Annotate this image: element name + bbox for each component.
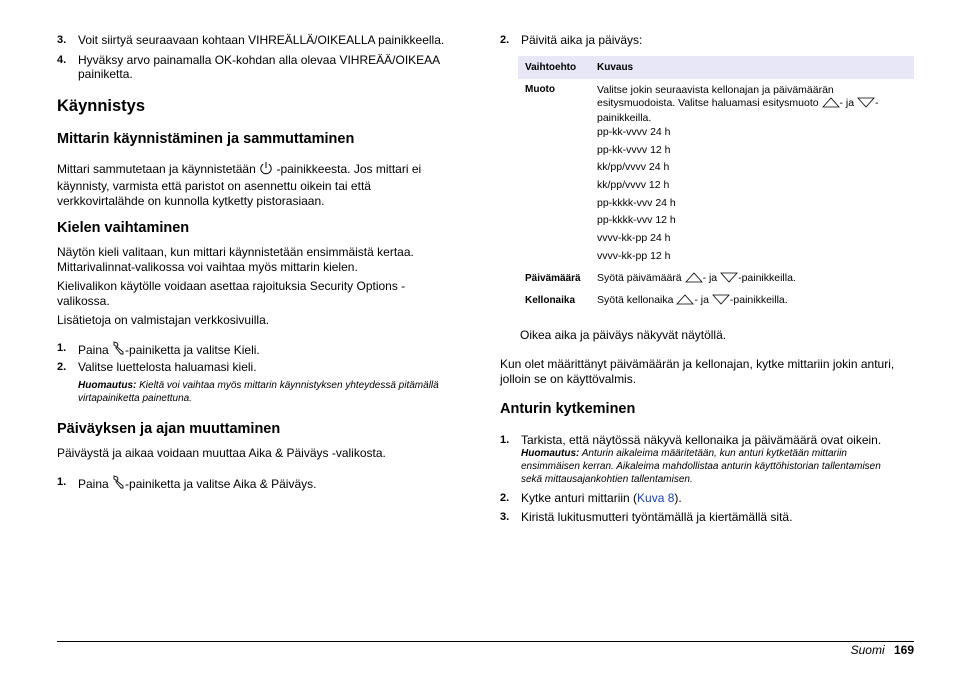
step-3	[57, 33, 477, 47]
language-step-2	[57, 360, 457, 374]
step-number: 2.	[57, 361, 67, 373]
desc-text-post: -painikkeilla.	[729, 294, 788, 306]
step-text: Hyväksy arvo painamalla OK-kohdan alla olevaa VIHREÄÄ/OIKEAA painiketta.	[78, 53, 440, 81]
desc-text-post: -painikkeilla.	[597, 97, 879, 124]
format-option: pp-kk-vvvv 12 h	[597, 144, 671, 156]
language-paragraph-2: Kielivalikon käytölle voidaan asettaa rajoituksia Security Options -valikossa.	[57, 279, 406, 308]
footer-language: Suomi	[850, 643, 885, 657]
format-option: pp-kkkk-vvv 24 h	[597, 197, 676, 209]
page-footer	[851, 643, 914, 657]
table-desc-format	[597, 84, 912, 125]
down-arrow-icon	[720, 272, 738, 287]
desc-text-mid: - ja	[694, 294, 712, 306]
desc-text-mid: - ja	[839, 97, 858, 109]
power-paragraph	[57, 161, 457, 209]
format-option: pp-kkkk-vvv 12 h	[597, 214, 676, 226]
sensor-step-1	[500, 433, 915, 447]
datetime-step-2	[500, 33, 915, 47]
step-text-post: ).	[674, 491, 682, 505]
page-title: Käynnistys	[57, 97, 146, 115]
desc-text-pre: Syötä kellonaika	[597, 294, 677, 306]
language-paragraph-3: Lisätietoja on valmistajan verkkosivuilla.	[57, 313, 270, 327]
table-desc-time	[597, 294, 912, 309]
step-number: 1.	[57, 342, 67, 354]
figure-link[interactable]: Kuva 8	[637, 491, 675, 505]
sensor-note	[521, 447, 896, 486]
down-arrow-icon	[857, 97, 875, 112]
step-4	[57, 53, 477, 81]
step-number: 2.	[500, 492, 510, 504]
datetime-paragraph: Päiväystä ja aikaa voidaan muuttaa Aika & Päiväys -valikosta.	[57, 446, 386, 460]
table-desc-date	[597, 272, 912, 287]
section-heading-power: Mittarin käynnistäminen ja sammuttaminen	[57, 131, 355, 147]
power-text-post: -painikkeesta. Jos mittari ei käynnisty, varmista että paristot on asennettu oikein tai että verkkovirtalähde on kunnolla kytketty pistorasiaan.	[57, 162, 422, 208]
step-number: 2.	[500, 34, 510, 46]
page-number: 169	[893, 643, 914, 657]
step-text-post: -painiketta ja valitse Kieli.	[125, 343, 260, 357]
desc-text-pre: Syötä päivämäärä	[597, 272, 685, 284]
step-text-pre: Paina	[78, 343, 113, 357]
step-number: 1.	[500, 434, 510, 446]
down-arrow-icon	[712, 294, 730, 309]
up-arrow-icon	[822, 97, 840, 112]
note-text: Kieltä voi vaihtaa myös mittarin käynnistyksen yhteydessä pitämällä virtapainiketta painettuna.	[78, 380, 439, 404]
sensor-step-2	[500, 491, 915, 505]
step-text-pre: Paina	[78, 477, 113, 491]
step-text: Kiristä lukitusmutteri työntämällä ja kiertämällä sitä.	[521, 510, 793, 524]
note-text: Anturin aikaleima määritetään, kun anturi kytketään mittariin ensimmäisen kerran. Aikaleima mahdollistaa anturin käyttöhistorian tallentamisen sekä mittausajankohtien tallentamisen.	[521, 448, 881, 485]
step-text-post: -painiketta ja valitse Aika & Päiväys.	[125, 477, 317, 491]
table-header-description: Kuvaus	[597, 62, 634, 73]
step-text: Päivitä aika ja päiväys:	[521, 33, 643, 47]
format-option: kk/pp/vvvv 12 h	[597, 179, 670, 191]
wrench-icon	[112, 341, 125, 359]
format-option: kk/pp/vvvv 24 h	[597, 161, 670, 173]
step-text-pre: Kytke anturi mittariin (	[521, 491, 638, 505]
step-text: Voit siirtyä seuraavaan kohtaan VIHREÄLLÄ/OIKEALLA painikkeella.	[78, 33, 445, 47]
format-option: pp-kk-vvvv 24 h	[597, 126, 671, 138]
step-text	[78, 475, 457, 493]
language-paragraph-1: Näytön kieli valitaan, kun mittari käynnistetään ensimmäistä kertaa. Mittarivalinnat-valikossa voi vaihtaa myös mittarin kielen.	[57, 245, 414, 274]
table-header-option: Vaihtoehto	[525, 62, 577, 73]
language-note	[78, 379, 448, 405]
step-text	[78, 341, 457, 359]
format-option: vvvv-kk-pp 24 h	[597, 232, 671, 244]
up-arrow-icon	[685, 272, 703, 287]
power-text-pre: Mittari sammutetaan ja käynnistetään	[57, 162, 260, 176]
step-number: 1.	[57, 476, 67, 488]
step-number: 3.	[500, 511, 510, 523]
power-icon	[259, 161, 273, 179]
setup-paragraph: Kun olet määrittänyt päivämäärän ja kellonajan, kytke mittariin jokin anturi, jolloin se on käyttövalmis.	[500, 357, 895, 386]
datetime-step-1	[57, 475, 457, 493]
sensor-step-3	[500, 510, 915, 524]
desc-text-mid: - ja	[702, 272, 721, 284]
step-number: 3.	[57, 34, 67, 46]
section-heading-sensor: Anturin kytkeminen	[500, 401, 636, 417]
up-arrow-icon	[676, 294, 694, 309]
format-option: vvvv-kk-pp 12 h	[597, 250, 671, 262]
section-heading-datetime: Päiväyksen ja ajan muuttaminen	[57, 421, 281, 437]
wrench-icon	[112, 475, 125, 493]
note-label: Huomautus:	[78, 380, 137, 391]
result-text: Oikea aika ja päiväys näkyvät näytöllä.	[520, 328, 727, 342]
language-step-1	[57, 341, 457, 359]
step-text: Tarkista, että näytössä näkyvä kellonaika ja päivämäärä ovat oikein.	[521, 433, 882, 447]
step-number: 4.	[57, 54, 67, 66]
step-text: Valitse luettelosta haluamasi kieli.	[78, 360, 257, 374]
desc-text-pre: Valitse jokin seuraavista kellonajan ja päivämäärän esitysmuodoista. Valitse haluamasi esitysmuoto	[597, 84, 834, 109]
note-label: Huomautus:	[521, 448, 580, 459]
table-key-time: Kellonaika	[525, 295, 576, 306]
table-key-format: Muoto	[525, 84, 555, 95]
table-key-date: Päivämäärä	[525, 273, 581, 284]
table-header	[518, 56, 914, 79]
step-text	[521, 491, 915, 505]
section-heading-language: Kielen vaihtaminen	[57, 220, 190, 236]
footer-divider	[57, 641, 914, 642]
desc-text-post: -painikkeilla.	[738, 272, 796, 284]
